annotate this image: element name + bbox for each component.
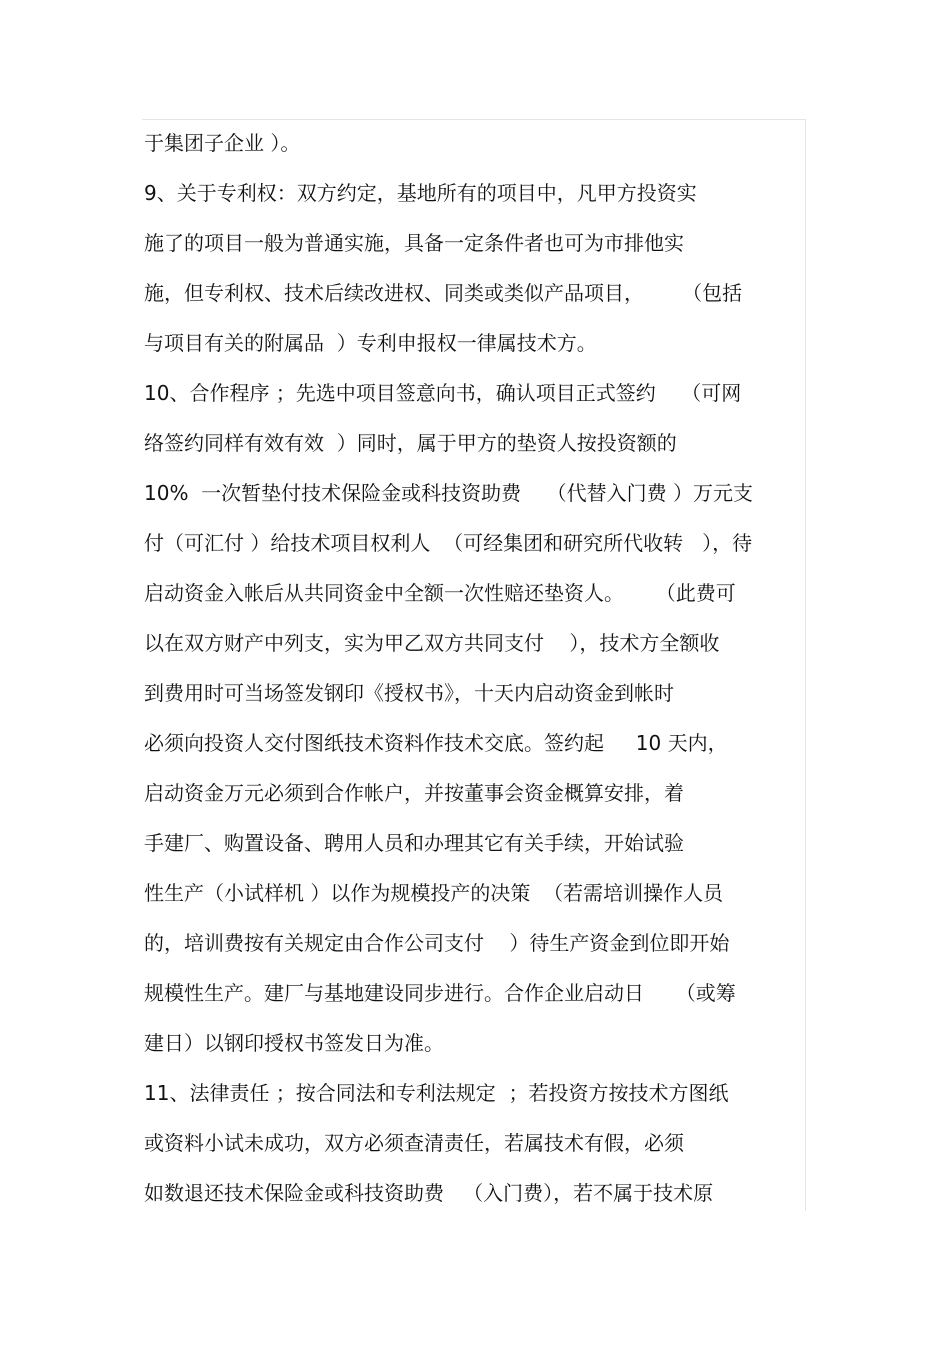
text-line: 10% 一次暂垫付技术保险金或科技资助费 （代替入门费 ）万元支 [144, 481, 753, 505]
text-line: 规模性生产。建厂与基地建设同步进行。合作企业启动日 （或筹 [144, 981, 736, 1005]
text-line: 于集团子企业 ）。 [144, 131, 301, 155]
text-line: 11、法律责任 ；按合同法和专利法规定 ；若投资方按技术方图纸 [144, 1081, 729, 1105]
text-line: 建日）以钢印授权书签发日为准。 [144, 1031, 444, 1055]
text-line: 启动资金万元必须到合作帐户，并按董事会资金概算安排，着 [144, 781, 684, 805]
text-line: 以在双方财产中列支，实为甲乙双方共同支付 ），技术方全额收 [144, 631, 720, 655]
text-line: 施，但专利权、技术后续改进权、同类或类似产品项目， （包括 [144, 281, 743, 305]
text-line: 9、关于专利权：双方约定，基地所有的项目中，凡甲方投资实 [144, 181, 697, 205]
text-line: 必须向投资人交付图纸技术资料作技术交底。签约起 10 天内， [144, 731, 728, 755]
text-line: 络签约同样有效有效 ）同时，属于甲方的垫资人按投资额的 [144, 431, 677, 455]
text-line: 如数退还技术保险金或科技资助费 （入门费），若不属于技术原 [144, 1181, 714, 1205]
text-line: 启动资金入帐后从共同资金中全额一次性赔还垫资人。 （此费可 [144, 581, 736, 605]
text-line: 的，培训费按有关规定由合作公司支付 ）待生产资金到位即开始 [144, 931, 730, 955]
text-line: 或资料小试未成功，双方必须查清责任，若属技术有假，必须 [144, 1131, 684, 1155]
text-line: 到费用时可当场签发钢印《授权书》，十天内启动资金到帐时 [144, 681, 674, 705]
text-line: 施了的项目一般为普通实施，具备一定条件者也可为市排他实 [144, 231, 684, 255]
document-body [144, 118, 824, 1218]
text-line: 与项目有关的附属品 ）专利申报权一律属技术方。 [144, 331, 597, 355]
text-line: 手建厂、购置设备、聘用人员和办理其它有关手续，开始试验 [144, 831, 684, 855]
text-line: 10、合作程序 ；先选中项目签意向书，确认项目正式签约 （可网 [144, 381, 742, 405]
text-line: 付（可汇付 ）给技术项目权利人 （可经集团和研究所代收转 ），待 [144, 531, 753, 555]
text-line: 性生产（小试样机 ）以作为规模投产的决策 （若需培训操作人员 [144, 881, 724, 905]
